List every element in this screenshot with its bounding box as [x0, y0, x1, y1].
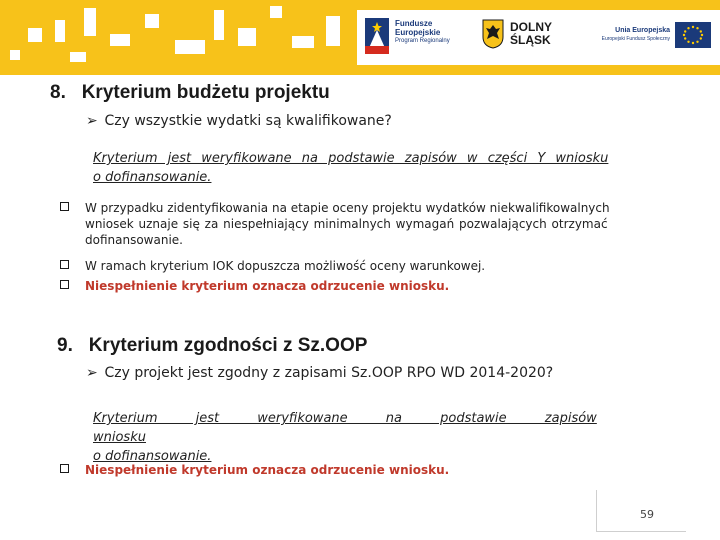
arrow-bullet-icon: ➢ [86, 365, 98, 381]
fe-line2: Europejskie [395, 28, 441, 37]
page-frame-line [596, 490, 597, 532]
section8-bullet-3 [60, 278, 660, 296]
decor-square [84, 8, 96, 36]
arrow-bullet-icon: ➢ [86, 113, 98, 129]
section9-question [86, 365, 553, 381]
section8-number: 8. [50, 82, 66, 103]
decor-square [70, 52, 86, 62]
checkbox-bullet-icon [60, 464, 69, 473]
decor-square [270, 6, 282, 18]
checkbox-bullet-icon [60, 260, 69, 269]
section8-verification-line1: Kryterium jest weryfikowane na podstawie zapisów w części Y wniosku [93, 151, 609, 166]
fundusze-europejskie-logo [365, 16, 475, 60]
bullet1-line2: wniosek uznaje się za niespełniający minimalnych wymagań pozwalających otrzymać [85, 217, 608, 231]
section8-question [86, 113, 392, 129]
decor-square [28, 28, 42, 42]
decor-square [292, 36, 314, 48]
eu-flag-icon [675, 22, 711, 48]
ds-line2: ŚLĄSK [510, 33, 551, 47]
section9-verification-line2: o dofinansowanie. [93, 449, 212, 464]
fe-line1: Fundusze [395, 19, 433, 28]
ue-line1: Unia Europejska [615, 27, 670, 34]
section9-bullet-1 [60, 462, 660, 480]
page-number: 59 [640, 508, 654, 521]
header-banner [0, 0, 720, 75]
section9-number: 9. [57, 335, 73, 356]
section9-heading [57, 335, 367, 357]
checkbox-bullet-icon [60, 202, 69, 211]
fe-line3: Program Regionalny [395, 38, 450, 44]
section9-question-text: Czy projekt jest zgodny z zapisami Sz.OOP RPO WD 2014-2020? [104, 365, 554, 381]
checkbox-bullet-icon [60, 280, 69, 289]
section9-bullet1-text: Niespełnienie kryterium oznacza odrzucenie wniosku. [85, 463, 450, 477]
dolny-slask-logo [482, 17, 577, 57]
decor-square [110, 34, 130, 46]
bullet1-line1: W przypadku zidentyfikowania na etapie oceny projektu wydatków niekwalifikowalnych [85, 201, 610, 215]
unia-europejska-logo [592, 20, 712, 56]
decor-square [238, 28, 256, 46]
ue-line2: Europejski Fundusz Społeczny [601, 36, 670, 42]
section8-title: Kryterium budżetu projektu [81, 82, 330, 103]
section9-verification [93, 409, 663, 466]
section8-question-text: Czy wszystkie wydatki są kwalifikowane? [104, 113, 392, 129]
section8-heading [50, 82, 330, 104]
section9-title: Kryterium zgodności z Sz.OOP [88, 335, 368, 356]
decor-square [145, 14, 159, 28]
decor-square [10, 50, 20, 60]
eagle-crest-icon [482, 19, 504, 49]
decor-square [55, 20, 65, 42]
bullet3-text: Niespełnienie kryterium oznacza odrzucenie wniosku. [85, 279, 450, 293]
page-frame-line [596, 531, 686, 532]
bullet1-line3: dofinansowanie. [85, 233, 183, 247]
section8-bullet-2 [60, 258, 660, 276]
section9-verification-line1: Kryterium jest weryfikowane na podstawie zapisów wniosku [93, 411, 597, 445]
bullet2-text: W ramach kryterium IOK dopuszcza możliwość oceny warunkowej. [85, 259, 486, 273]
decor-square [214, 10, 224, 40]
decor-square [175, 40, 205, 54]
section8-verification [93, 149, 663, 187]
decor-square [326, 16, 340, 46]
ds-line1: DOLNY [510, 20, 552, 34]
fe-star-icon [365, 18, 389, 54]
section8-bullet-1 [60, 200, 660, 252]
section8-verification-line2: o dofinansowanie. [93, 170, 212, 185]
logos-strip [357, 10, 720, 65]
